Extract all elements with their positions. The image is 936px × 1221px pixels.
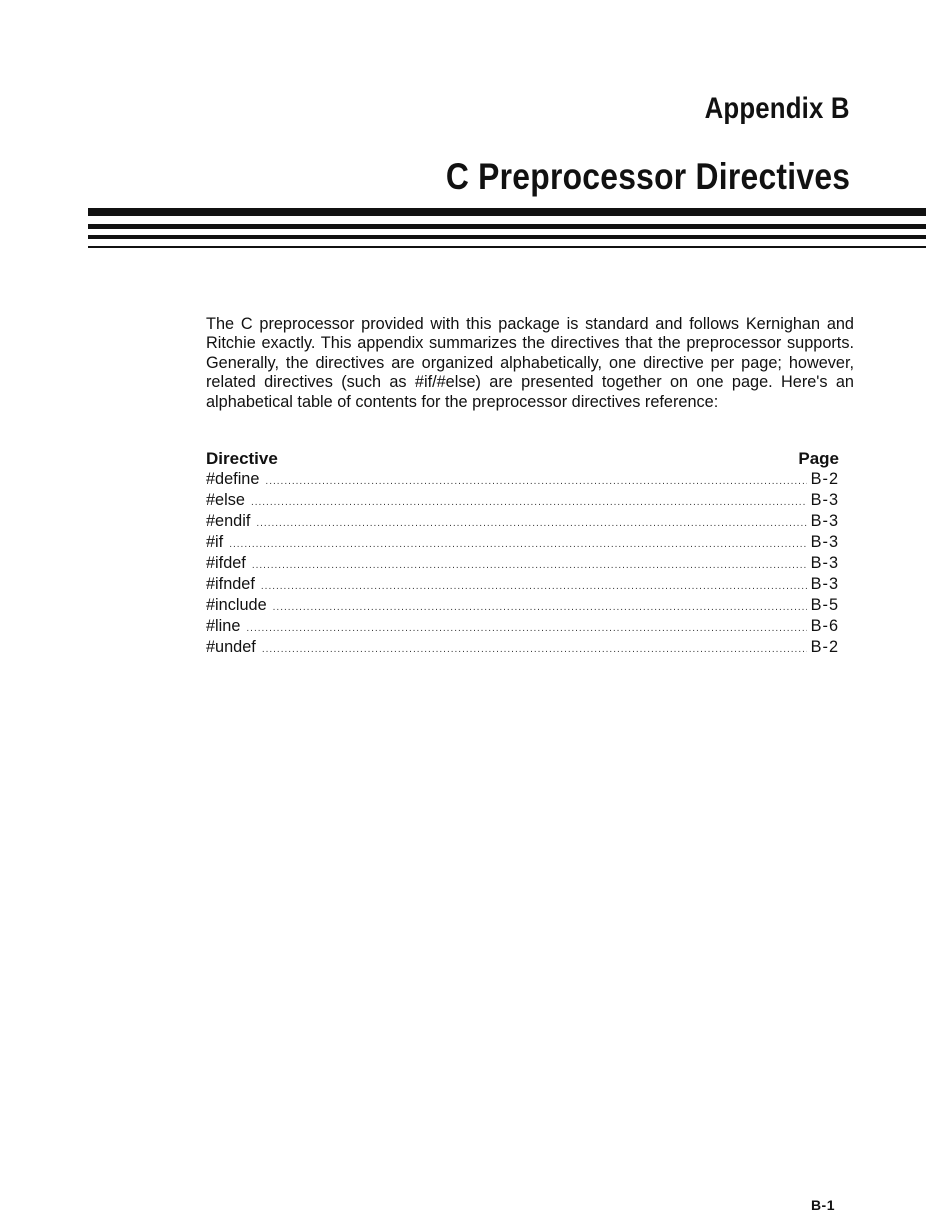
toc-row[interactable] [206, 553, 839, 574]
toc-page: B-3 [810, 554, 839, 572]
toc-page: B-3 [810, 491, 839, 509]
toc-leader-dots [256, 513, 806, 534]
toc-page: B-2 [810, 470, 839, 488]
toc-leader-dots [252, 555, 807, 576]
toc-leader-dots [262, 639, 807, 660]
title-rule-heavy [88, 208, 926, 216]
toc-row[interactable] [206, 469, 839, 490]
title-rule-thin [88, 235, 926, 239]
title-rule-medium [88, 224, 926, 229]
intro-paragraph: The C preprocessor provided with this package is standard and follows Kernighan and Ritchie exactly. This appendix summarizes the directives that the preprocessor supports. Generally, the directives are organized alphabetically, one directive per page; however, related directives (such as #if/#else) are presented together on one page. Here's an alphabetical table of contents for the preprocessor directives reference: [206, 315, 854, 411]
chapter-title: C Preprocessor Directives [445, 156, 850, 197]
toc-leader-dots [261, 576, 807, 597]
toc-page: B-2 [810, 638, 839, 656]
toc-row[interactable] [206, 637, 839, 658]
toc-directive: #endif [206, 512, 251, 530]
toc-page: B-3 [810, 575, 839, 593]
toc-directive: #else [206, 491, 245, 509]
toc-header-page: Page [798, 449, 839, 468]
toc-page: B-5 [810, 596, 839, 614]
toc-directive: #line [206, 617, 241, 635]
toc-leader-dots [246, 618, 806, 639]
toc-page: B-3 [810, 533, 839, 551]
toc-header-directive: Directive [206, 449, 278, 468]
toc-row[interactable] [206, 511, 839, 532]
toc-row[interactable] [206, 490, 839, 511]
toc-leader-dots [251, 492, 807, 513]
toc-directive: #define [206, 470, 260, 488]
toc-directive: #include [206, 596, 267, 614]
toc-header [206, 448, 839, 469]
toc-leader-dots [265, 471, 806, 492]
toc-directive: #ifdef [206, 554, 246, 572]
toc-row[interactable] [206, 532, 839, 553]
toc-row[interactable] [206, 616, 839, 637]
toc-directive: #if [206, 533, 224, 551]
toc-row[interactable] [206, 595, 839, 616]
toc-page: B-3 [810, 512, 839, 530]
page-number: B-1 [810, 1197, 835, 1213]
toc-directive: #ifndef [206, 575, 255, 593]
title-rule-hairline [88, 246, 926, 248]
directive-toc [206, 448, 839, 658]
toc-page: B-6 [810, 617, 839, 635]
appendix-label: Appendix B [704, 92, 850, 125]
toc-leader-dots [273, 597, 807, 618]
toc-row[interactable] [206, 574, 839, 595]
toc-directive: #undef [206, 638, 256, 656]
toc-leader-dots [229, 534, 806, 555]
